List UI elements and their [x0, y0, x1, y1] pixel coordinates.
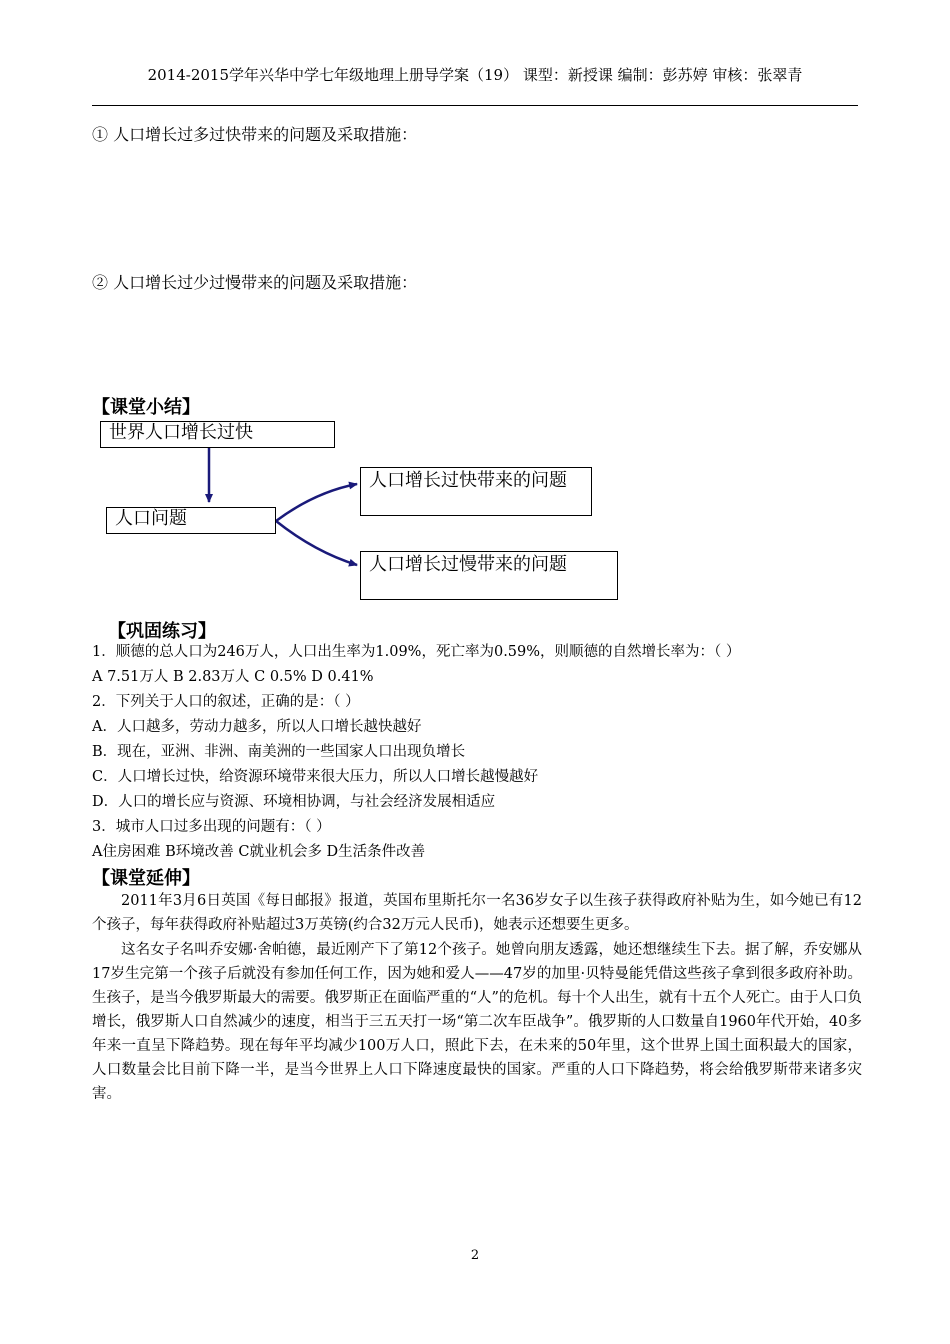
- box-world-population: 世界人口增长过快: [100, 421, 335, 448]
- extension-paragraph: 2011年3月6日英国《每日邮报》报道，英国布里斯托尔一名36岁女子以生孩子获得政府补贴为生，如今她已有12个孩子，每年获得政府补贴超过3万英镑(约合32万元人民币)，她表示还想要生更多。: [92, 893, 862, 933]
- practice-title: 【巩固练习】: [108, 621, 216, 642]
- practice-line: 1．顺德的总人口为246万人，人口出生率为1.09%，死亡率为0.59%，则顺德的自然增长率为：（ ）: [92, 644, 741, 660]
- arrow-lower: [276, 521, 357, 565]
- practice-line: A住房困难 B环境改善 C就业机会多 D生活条件改善: [92, 844, 426, 860]
- practice-line: A．人口越多，劳动力越多，所以人口增长越快越好: [92, 719, 422, 735]
- page-header: 2014-2015学年兴华中学七年级地理上册导学案（19） 课型：新授课 编制：彭苏婷 审核：张翠青: [147, 66, 803, 84]
- question-too-fast: ① 人口增长过多过快带来的问题及采取措施：: [92, 125, 418, 144]
- practice-line: B．现在，亚洲、非洲、南美洲的一些国家人口出现负增长: [92, 744, 466, 760]
- box-slow-growth-problems: 人口增长过慢带来的问题: [360, 551, 618, 600]
- page-number: 2: [470, 1248, 480, 1263]
- arrow-upper: [276, 484, 357, 521]
- practice-line: D．人口的增长应与资源、环境相协调，与社会经济发展相适应: [92, 794, 496, 810]
- practice-line: 2．下列关于人口的叙述，正确的是：（ ）: [92, 694, 360, 710]
- box-population-problem: 人口问题: [106, 507, 276, 534]
- extension-title: 【课堂延伸】: [92, 868, 200, 889]
- summary-title: 【课堂小结】: [92, 397, 200, 418]
- practice-line: 3．城市人口过多出现的问题有：（ ）: [92, 819, 331, 835]
- extension-paragraph: 这名女子名叫乔安娜·舍帕德，最近刚产下了第12个孩子。她曾向朋友透露，她还想继续生下去。据了解，乔安娜从17岁生完第一个孩子后就没有参加任何工作，因为她和爱人——47岁的加里·贝特曼能凭借这些孩子拿到很多政府补助。生孩子，是当今俄罗斯最大的需要。俄罗斯正在面临严重的“人”的危机。每十个人出生，就有十五个人死亡。由于人口负增长，俄罗斯人口自然减少的速度，相当于三五天打一场“第二次车臣战争”。俄罗斯的人口数量自1960年代开始，40多年来一直呈下降趋势。现在每年平均减少100万人口，照此下去，在未来的50年里，这个世界上国土面积最大的国家，人口数量会比目前下降一半，是当今世界上人口下降速度最快的国家。严重的人口下降趋势，将会给俄罗斯带来诸多灾害。: [92, 942, 862, 1102]
- question-too-slow: ② 人口增长过少过慢带来的问题及采取措施：: [92, 273, 418, 292]
- box-fast-growth-problems: 人口增长过快带来的问题: [360, 467, 592, 516]
- practice-line: C．人口增长过快，给资源环境带来很大压力，所以人口增长越慢越好: [92, 769, 539, 785]
- practice-line: A 7.51万人 B 2.83万人 C 0.5% D 0.41%: [92, 669, 374, 685]
